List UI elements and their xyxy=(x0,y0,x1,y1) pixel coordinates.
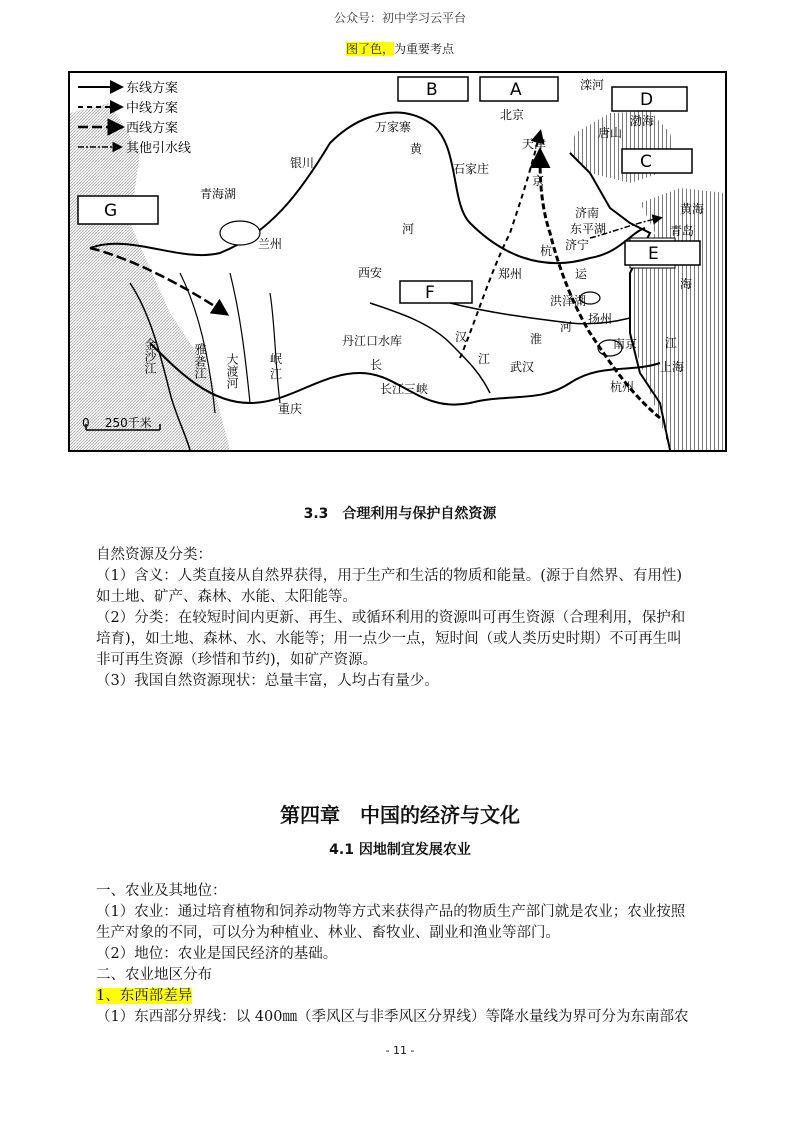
place-nanjing: 南京 xyxy=(613,337,638,351)
qinghai-lake xyxy=(220,221,260,245)
box-b: B xyxy=(426,80,438,100)
place-beijing: 北京 xyxy=(500,108,525,122)
canal-yun: 运 xyxy=(575,267,588,281)
highlight-heading: 1、东西部差异 xyxy=(96,988,193,1004)
agri-line-4: （2）地位：农业是国民经济的基础。 xyxy=(96,946,338,962)
river-dadu: 大渡河 xyxy=(225,353,239,389)
place-qinghai-lake: 青海湖 xyxy=(200,187,237,201)
river-huang-1: 黄 xyxy=(410,142,423,156)
river-huang-2: 河 xyxy=(402,222,415,236)
river-min-2: 江 xyxy=(270,367,283,381)
note-highlight: 图了色， xyxy=(345,42,394,56)
box-g: G xyxy=(104,201,118,221)
place-jining: 济宁 xyxy=(565,238,590,252)
agri-line-last: （1）东西部分界线：以 400㎜（季风区与非季风区分界线）等降水量线为界可分为东南部农 xyxy=(96,1009,689,1025)
box-e: E xyxy=(648,244,659,264)
place-bohai: 渤海 xyxy=(630,114,655,128)
place-qingdao: 青岛 xyxy=(670,224,695,238)
place-yinchuan: 银川 xyxy=(290,156,315,170)
agri-line-3: 生产对象的不同，可以分为种植业、林业、畜牧业、副业和渔业等部门。 xyxy=(96,925,560,941)
scale-text: 0 250千米 xyxy=(82,416,152,430)
place-tangshan: 唐山 xyxy=(598,126,623,140)
place-danjiangkou: 丹江口水库 xyxy=(342,334,403,348)
min-river xyxy=(270,293,283,403)
place-three-gorges: 长江三峡 xyxy=(380,382,429,396)
place-wanjiazhai: 万家寨 xyxy=(375,120,412,134)
legend-east: 东线方案 xyxy=(126,81,179,96)
place-dongping-lake: 东平湖 xyxy=(570,222,607,236)
river-huai: 淮 xyxy=(530,332,543,346)
place-jinan: 济南 xyxy=(575,206,600,220)
resource-line-4: （2）分类：在较短时间内更新、再生、或循环利用的资源叫可再生资源（合理利用，保护和 xyxy=(96,610,686,626)
river-yalong: 雅砻江 xyxy=(193,343,207,379)
place-shanghai: 上海 xyxy=(660,360,685,374)
south-north-water-diversion-map xyxy=(68,71,727,452)
page-number: - 11 - xyxy=(385,1044,415,1057)
legend-west: 西线方案 xyxy=(126,121,179,136)
river-jinsha: 金沙江 xyxy=(143,338,157,374)
scale-bar xyxy=(82,415,160,430)
place-hangzhou: 杭州 xyxy=(610,380,635,394)
river-chang: 长 xyxy=(370,358,383,372)
page-header: 公众号：初中学习云平台 xyxy=(333,11,466,25)
key-point-note xyxy=(0,40,800,57)
river-jiang-1: 江 xyxy=(478,352,491,366)
agri-line-5: 二、农业地区分布 xyxy=(96,967,212,983)
canal-jing: 京 xyxy=(532,174,545,188)
place-sea: 海 xyxy=(680,277,693,291)
section-title: 3.3 合理利用与保护自然资源 xyxy=(303,506,497,522)
chapter-subtitle: 4.1 因地制宜发展农业 xyxy=(329,842,471,858)
box-c: C xyxy=(640,152,652,172)
place-hongze-lake: 洪泽湖 xyxy=(550,294,587,308)
box-f: F xyxy=(425,283,435,303)
resource-line-5: 培育)，如土地、森林、水、水能等；用一点少一点，短时间（或人类历史时期）不可再生叫 xyxy=(96,631,682,647)
legend-middle: 中线方案 xyxy=(126,101,179,116)
agri-line-2: （1）农业：通过培育植物和饲养动物等方式来获得产品的物质生产部门就是农业；农业按照 xyxy=(96,904,686,920)
place-yangzhou: 扬州 xyxy=(588,312,613,326)
box-a: A xyxy=(510,80,522,100)
river-min-1: 岷 xyxy=(270,352,283,366)
resource-paragraph xyxy=(96,545,756,692)
resource-line-1: 自然资源及分类： xyxy=(96,547,212,563)
canal-hang: 杭 xyxy=(540,244,553,258)
resource-line-6: 非可再生资源（珍惜和节约)，如矿产资源。 xyxy=(96,652,378,668)
place-chongqing: 重庆 xyxy=(278,402,303,416)
place-tianjin: 天津 xyxy=(522,137,547,151)
river-luan: 滦河 xyxy=(580,78,605,92)
river-jiang-2: 江 xyxy=(665,336,678,350)
place-zhengzhou: 郑州 xyxy=(498,267,523,281)
map-svg xyxy=(70,73,725,450)
river-han: 汉 xyxy=(455,330,468,344)
resource-line-3: 如土地、矿产、森林、水能、太阳能等。 xyxy=(96,589,357,605)
place-xian: 西安 xyxy=(358,266,383,280)
agriculture-paragraph xyxy=(96,881,756,1028)
canal-he: 河 xyxy=(560,320,573,334)
place-lanzhou: 兰州 xyxy=(258,237,283,251)
legend-other: 其他引水线 xyxy=(126,141,192,156)
resource-line-2: （1）含义：人类直接从自然界获得，用于生产和生活的物质和能量。(源于自然界、有用性) xyxy=(96,568,683,584)
place-yellow-sea: 黄海 xyxy=(680,202,705,216)
note-rest: 为重要考点 xyxy=(394,42,455,56)
place-wuhan: 武汉 xyxy=(510,360,535,374)
chapter-title: 第四章 中国的经济与文化 xyxy=(280,803,520,827)
box-d: D xyxy=(640,90,654,110)
resource-line-7: （3）我国自然资源现状：总量丰富，人均占有量少。 xyxy=(96,673,439,689)
place-shijiazhuang: 石家庄 xyxy=(453,162,490,176)
agri-line-1: 一、农业及其地位： xyxy=(96,883,227,899)
